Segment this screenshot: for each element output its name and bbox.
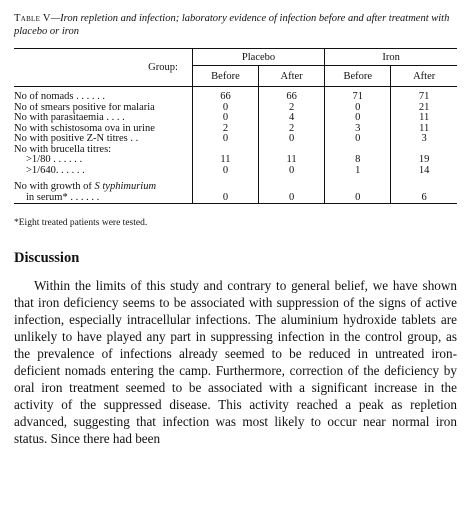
row-label: in serum* . . . . . . (26, 192, 100, 203)
table-row (14, 87, 457, 103)
table-row (14, 145, 457, 156)
table-label: Table V (14, 13, 51, 24)
discussion-paragraph: Within the limits of this study and contrary to general belief, we have shown that iron deficiency seems to be associated with suppression of the signs of active infection, especially intracellular infections. The aluminium hydroxide tablets are unlikely to have played any part in suppressing infection in the control group, as the prevalence of infections already seemed to be reduced in untreated iron-deficient nomads entering the camp. Furthermore, correction of the deficiency by oral iron treatment seemed to be associated with a significant increase in the activity of the suppressed disease. This activity reached a peak as repletion advanced, suggesting that infection was most likely to occur near normal iron status. Since there had been (14, 278, 457, 446)
table-row (14, 134, 457, 145)
section-heading: Discussion (14, 250, 80, 266)
cell-value (192, 182, 258, 193)
page (14, 12, 457, 447)
cell-value: 19 (391, 155, 457, 166)
table-row (14, 103, 457, 114)
table-row (14, 124, 457, 135)
cell-value: 0 (259, 134, 325, 145)
subcol-placebo-before: Before (192, 66, 258, 87)
table-row (14, 113, 457, 124)
cell-value: 66 (192, 87, 258, 103)
row-label: No with schistosoma ova in urine (14, 123, 155, 134)
cell-value: 2 (259, 103, 325, 114)
subcol-placebo-after: After (259, 66, 325, 87)
cell-value: 21 (391, 103, 457, 114)
row-label: No of nomads . . . . . . (14, 91, 105, 102)
table-row (14, 166, 457, 177)
row-label: No with parasitaemia . . . . (14, 113, 125, 123)
footnote: *Eight treated patients were tested. (14, 218, 148, 228)
cell-value: 3 (325, 124, 391, 135)
subcol-iron-before: Before (325, 66, 391, 87)
row-label: No with brucella titres: (14, 144, 112, 155)
cell-value: 66 (259, 87, 325, 103)
row-label: >1/80 . . . . . . (26, 155, 83, 165)
cell-value: 0 (325, 103, 391, 114)
cell-value (391, 182, 457, 193)
cell-value: 71 (325, 87, 391, 103)
cell-value: 0 (259, 193, 325, 204)
row-label: No with positive Z-N titres . . (14, 134, 139, 144)
cell-value: 0 (325, 193, 391, 204)
group-placebo: Placebo (192, 49, 324, 66)
table-row (14, 155, 457, 166)
cell-value: 11 (259, 155, 325, 166)
row-label: >1/640. . . . . . (26, 165, 85, 176)
row-label: No of smears positive for malaria (14, 102, 155, 113)
cell-value: 4 (259, 113, 325, 124)
table-caption (14, 12, 457, 38)
row-label: No with growth of S typhimurium (14, 182, 157, 192)
subcol-iron-after: After (391, 66, 457, 87)
table-row (14, 193, 457, 204)
table-title: —Iron repletion and infection; laboratory evidence of infection before and after treatment with placebo or iron (14, 13, 450, 37)
data-table (14, 48, 457, 204)
cell-value: 0 (259, 166, 325, 177)
cell-value: 8 (325, 155, 391, 166)
cell-value: 0 (192, 193, 258, 204)
cell-value: 0 (192, 113, 258, 124)
cell-value: 71 (391, 87, 457, 103)
group-iron: Iron (325, 49, 457, 66)
cell-value: 1 (325, 166, 391, 177)
cell-value: 0 (192, 166, 258, 177)
cell-value: 14 (391, 166, 457, 177)
cell-value: 3 (391, 134, 457, 145)
cell-value: 0 (192, 134, 258, 145)
cell-value: 0 (192, 103, 258, 114)
table-row (14, 182, 457, 193)
cell-value (325, 182, 391, 193)
species-name: S typhimurium (94, 182, 157, 192)
table-body (14, 87, 457, 204)
cell-value: 11 (391, 113, 457, 124)
cell-value: 0 (325, 113, 391, 124)
cell-value (259, 182, 325, 193)
cell-value: 11 (391, 124, 457, 135)
cell-value: 11 (192, 155, 258, 166)
cell-value: 0 (325, 134, 391, 145)
cell-value: 2 (259, 124, 325, 135)
table-bottom-rule (14, 204, 457, 205)
header-row-groups (14, 49, 457, 66)
cell-value: 6 (391, 193, 457, 204)
group-header: Group: (14, 49, 192, 87)
cell-value: 2 (192, 124, 258, 135)
